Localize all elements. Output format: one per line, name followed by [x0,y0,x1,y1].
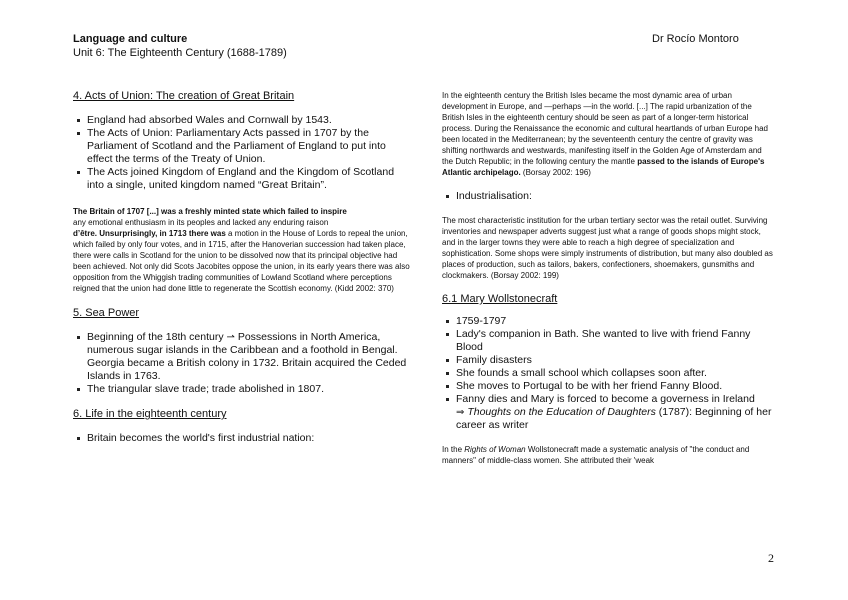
list-item: England had absorbed Wales and Cornwall by 1543. [73,114,413,127]
book-title: Rights of Woman [464,445,526,454]
bullet-text: Fanny dies and Mary is forced to become a governess in Ireland [456,393,755,405]
bullet-text: Beginning of the 18th century [87,331,224,343]
list-item: The triangular slave trade; trade abolished in 1807. [73,383,413,396]
book-title: Thoughts on the Education of Daughters [467,406,656,418]
borsay-quote-2: The most characteristic institution for the urban tertiary sector was the retail outlet. Surviving inventories and newspaper adverts suggest just what a range of goods shops might stock, and in the larger towns they were able to reach a high degree of specialization and sophistication. Some shops were simply instruments of distribution, but many also doubled as places of production, such as tailors, bakers, confectioners, shoemakers, gunsmiths and clockmakers. (Borsay 2002: 199) [442,216,773,280]
bullet-text: Possessions in North America, numerous sugar islands in the Caribbean and a foothold in Bengal. Georgia became a British colony in 1732. Britain acquired the Ceded Islands in 1763. [87,331,407,382]
list-item: 1759-1797 [442,315,775,328]
industrialisation-list [442,190,775,203]
list-item: She moves to Portugal to be with her friend Fanny Blood. [442,380,775,393]
list-item: Britain becomes the world's first industrial nation: [73,432,413,445]
rights-of-woman-text [442,444,775,466]
list-item [73,331,413,383]
section-4-list [73,114,413,192]
section-5-list [73,331,413,396]
borsay-quote-1 [442,90,775,178]
wollstonecraft-list [442,315,775,432]
list-item: The Acts of Union: Parliamentary Acts passed in 1707 by the Parliament of Scotland and the Parliament of England to put into effect the terms of the Treaty of Union. [73,127,413,166]
author-name: Dr Rocío Montoro [652,33,739,45]
section-4-heading: 4. Acts of Union: The creation of Great Britain [73,90,295,102]
quote-bold: The Britain of 1707 [...] was a freshly minted state which failed to inspire [73,207,347,216]
list-item: Industrialisation: [442,190,775,203]
unit-subtitle: Unit 6: The Eighteenth Century (1688-1789) [73,47,287,59]
section-5-heading: 5. Sea Power [73,307,140,319]
body-text: Wollstonecraft made a systematic analysis of "the conduct and manners" of middle-class women. She attributed their 'weak [442,445,750,465]
quote-text: In the eighteenth century the British Isles became the most dynamic area of urban development in Europe, and —perhaps —in the world. [...] The rapid urbanization of the British Isles in the eighteenth century should be seen as part of a longer-term historical process. During the Renaissance the economic and cultural heartlands of urban Europe had been located in the Mediterranean; by the seventeenth century the centre of gravity was shifting northwards and westwards, manifesting itself in the Golden Age of Amsterdam and the Dutch Republic; in the following century the mantle [442,91,768,166]
page-number: 2 [768,551,774,565]
section-6-heading: 6. Life in the eighteenth century [73,408,227,420]
arrow-right-icon: ⇀ [226,332,235,343]
list-item [442,393,775,432]
list-item: She founds a small school which collapses soon after. [442,367,775,380]
section-6-1-heading: 6.1 Mary Wollstonecraft [442,293,558,305]
body-text: In the [442,445,465,454]
course-title: Language and culture [73,33,188,45]
quote-bold: d’être. Unsurprisingly, in 1713 there was [73,229,226,238]
kidd-quote [73,206,413,294]
right-column [442,90,775,466]
quote-bold: passed to the islands of Europe's Atlantic archipelago. [442,157,765,177]
quote-text: a motion in the House of Lords to repeal the union, which failed by only four votes, and in 1715, after the Hanoverian succession had taken place, there were calls in Scotland for the union to be dissolved now that its principal objective had been achieved. Not only did Scots Jacobites oppose the union, in its early years there was also opposition from the Whiggish trading communities of Lowland Scotland where perceptions reigned that the union had done little to regenerate the Scottish economy. (Kidd 2002: 370) [73,229,410,293]
quote-text: any emotional enthusiasm in its peoples and lacked any enduring raison [73,218,329,227]
list-item: The Acts joined Kingdom of England and the Kingdom of Scotland into a single, united kingdom named “Great Britain”. [73,166,413,192]
bullet-text: (1787): Beginning of her career as writer [456,406,772,431]
left-column [73,90,413,445]
double-arrow-right-icon: ⇒ [456,407,465,418]
list-item: Family disasters [442,354,775,367]
list-item: Lady's companion in Bath. She wanted to live with friend Fanny Blood [442,328,775,354]
section-6-list [73,432,413,445]
quote-citation: (Borsay 2002: 196) [520,168,591,177]
